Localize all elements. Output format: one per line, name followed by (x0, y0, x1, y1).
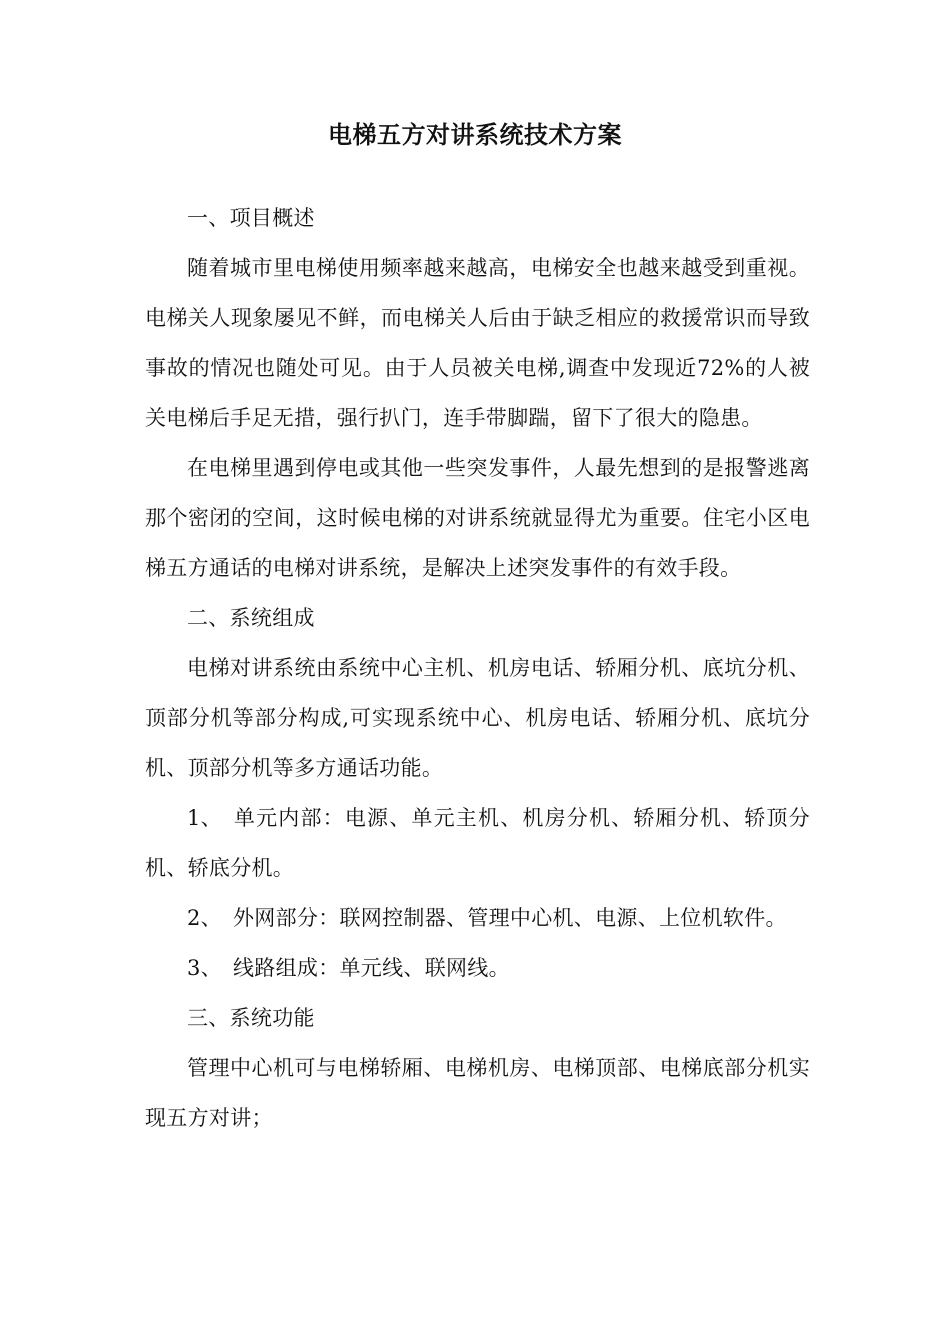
list-item-number: 2、 (187, 906, 222, 930)
section-heading-overview: 一、项目概述 (187, 206, 315, 230)
paragraph-composition: 电梯对讲系统由系统中心主机、机房电话、轿厢分机、底坑分机、顶部分机等部分构成,可实现系统中心、机房电话、轿厢分机、底坑分机、顶部分机等多方通话功能。 (145, 656, 810, 780)
document-body (145, 193, 810, 1143)
list-item-text: 单元内部：电源、单元主机、机房分机、轿厢分机、轿顶分机、轿底分机。 (145, 806, 810, 880)
list-item-text: 线路组成：单元线、联网线。 (233, 956, 510, 980)
section-heading-functions: 三、系统功能 (187, 1006, 315, 1030)
paragraph-overview-2: 在电梯里遇到停电或其他一些突发事件，人最先想到的是报警逃离那个密闭的空间，这时候电梯的对讲系统就显得尤为重要。住宅小区电梯五方通话的电梯对讲系统，是解决上述突发事件的有效手段。 (145, 456, 810, 580)
list-item-number: 3、 (187, 956, 222, 980)
paragraph-functions: 管理中心机可与电梯轿厢、电梯机房、电梯顶部、电梯底部分机实现五方对讲； (145, 1056, 810, 1130)
paragraph-overview-1: 随着城市里电梯使用频率越来越高，电梯安全也越来越受到重视。电梯关人现象屡见不鲜，而电梯关人后由于缺乏相应的救援常识而导致事故的情况也随处可见。由于人员被关电梯,调查中发现近72%的人被关电梯后手足无措，强行扒门，连手带脚踹，留下了很大的隐患。 (145, 256, 810, 430)
document-title: 电梯五方对讲系统技术方案 (328, 121, 622, 149)
list-item (145, 943, 810, 993)
list-item-text: 外网部分：联网控制器、管理中心机、电源、上位机软件。 (233, 906, 787, 930)
list-item (145, 793, 810, 893)
section-heading-composition: 二、系统组成 (187, 606, 315, 630)
list-item (145, 893, 810, 943)
list-item-number: 1、 (187, 806, 222, 830)
